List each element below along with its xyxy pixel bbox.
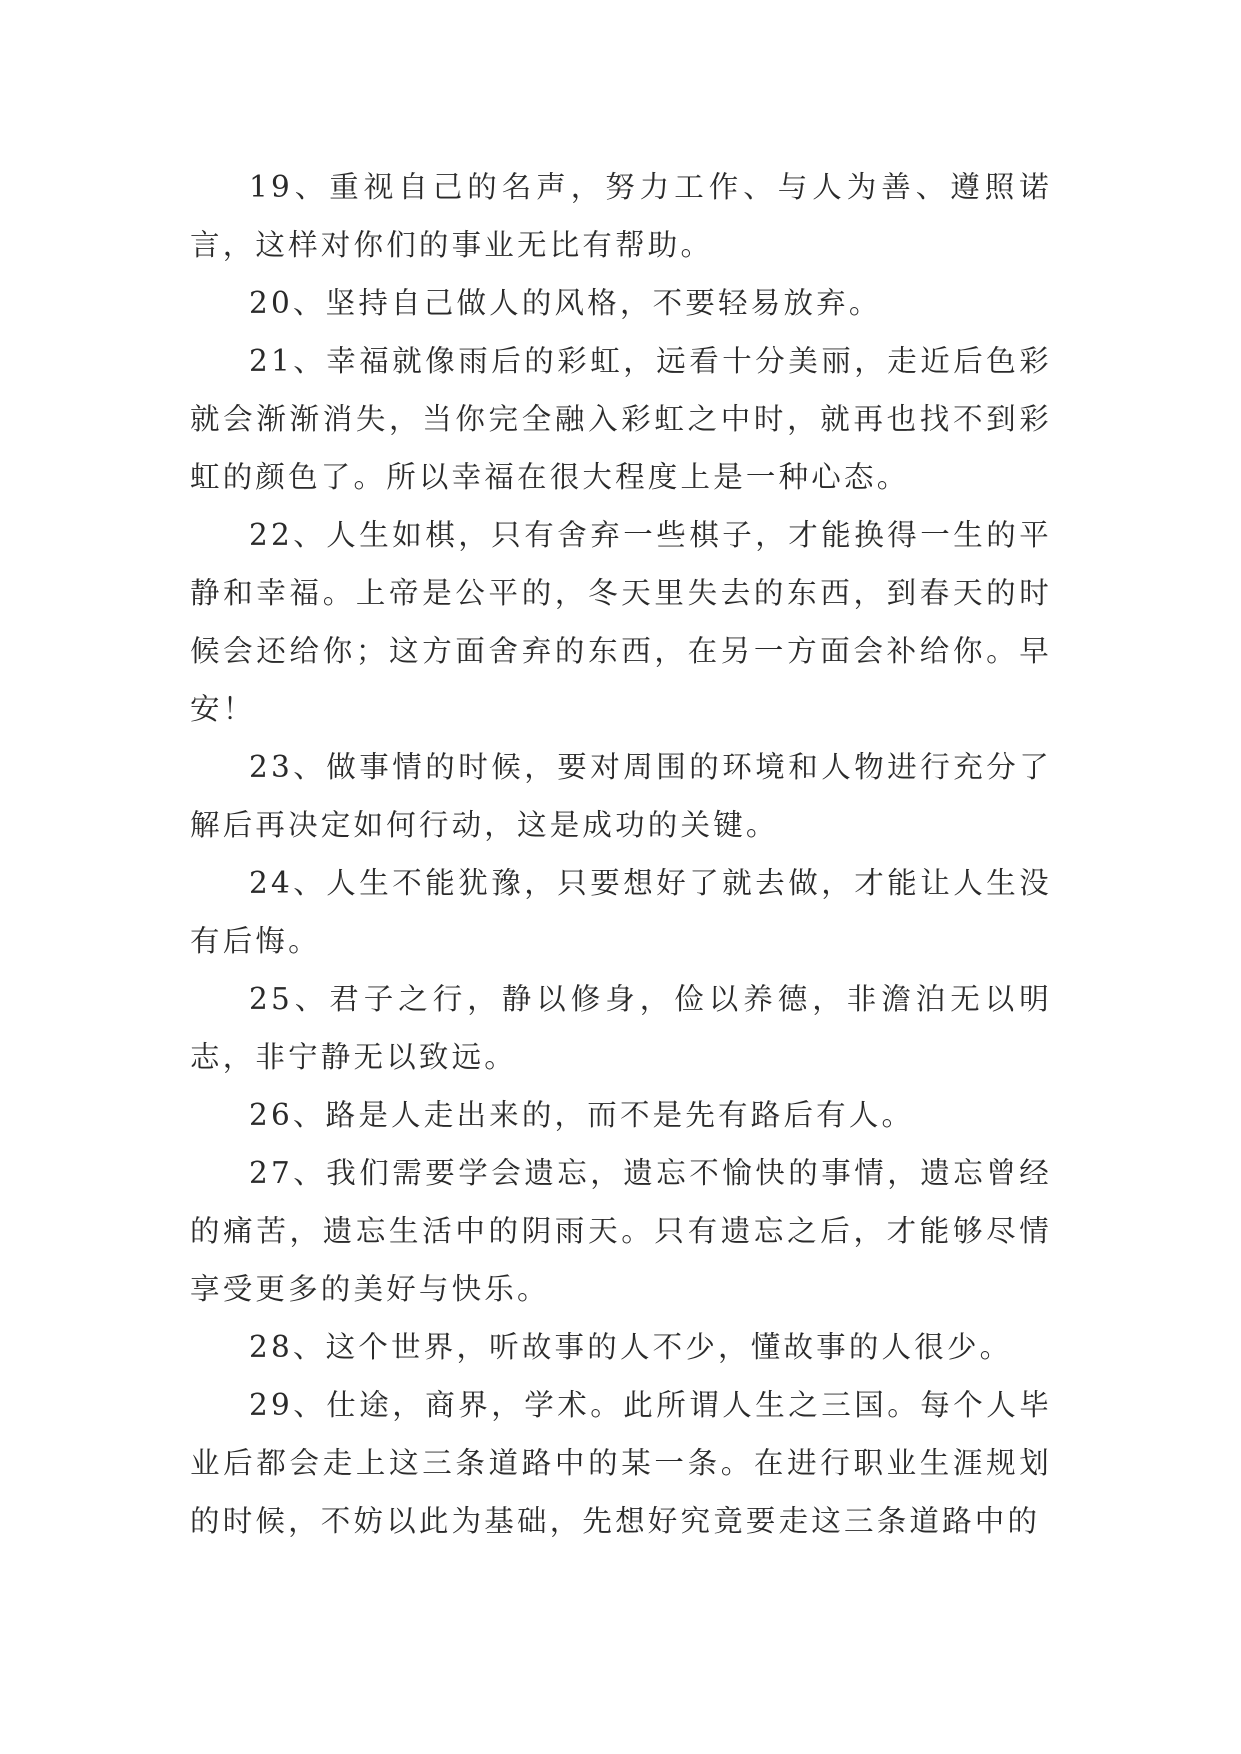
paragraph-22: 22、人生如棋，只有舍弃一些棋子，才能换得一生的平静和幸福。上帝是公平的，冬天里失去的东西，到春天的时候会还给你；这方面舍弃的东西，在另一方面会补给你。早安！ [190,518,1052,726]
paragraph-20: 20、坚持自己做人的风格，不要轻易放弃。 [249,286,882,320]
document-body [190,158,1052,1550]
paragraph-26: 26、路是人走出来的，而不是先有路后有人。 [249,1098,915,1132]
paragraph-24: 24、人生不能犹豫，只要想好了就去做，才能让人生没有后悔。 [190,866,1052,958]
paragraph-27: 27、我们需要学会遗忘，遗忘不愉快的事情，遗忘曾经的痛苦，遗忘生活中的阴雨天。只有遗忘之后，才能够尽情享受更多的美好与快乐。 [190,1156,1052,1306]
paragraph-28: 28、这个世界，听故事的人不少，懂故事的人很少。 [249,1330,1013,1364]
paragraph-19: 19、重视自己的名声，努力工作、与人为善、遵照诺言，这样对你们的事业无比有帮助。 [190,170,1052,262]
paragraph-29: 29、仕途，商界，学术。此所谓人生之三国。每个人毕业后都会走上这三条道路中的某一条。在进行职业生涯规划的时候，不妨以此为基础，先想好究竟要走这三条道路中的 [190,1388,1052,1538]
paragraph-25: 25、君子之行，静以修身，俭以养德，非澹泊无以明志，非宁静无以致远。 [190,982,1052,1074]
paragraph-21: 21、幸福就像雨后的彩虹，远看十分美丽，走近后色彩就会渐渐消失，当你完全融入彩虹之中时，就再也找不到彩虹的颜色了。所以幸福在很大程度上是一种心态。 [190,344,1052,494]
paragraph-23: 23、做事情的时候，要对周围的环境和人物进行充分了解后再决定如何行动，这是成功的关键。 [190,750,1052,842]
